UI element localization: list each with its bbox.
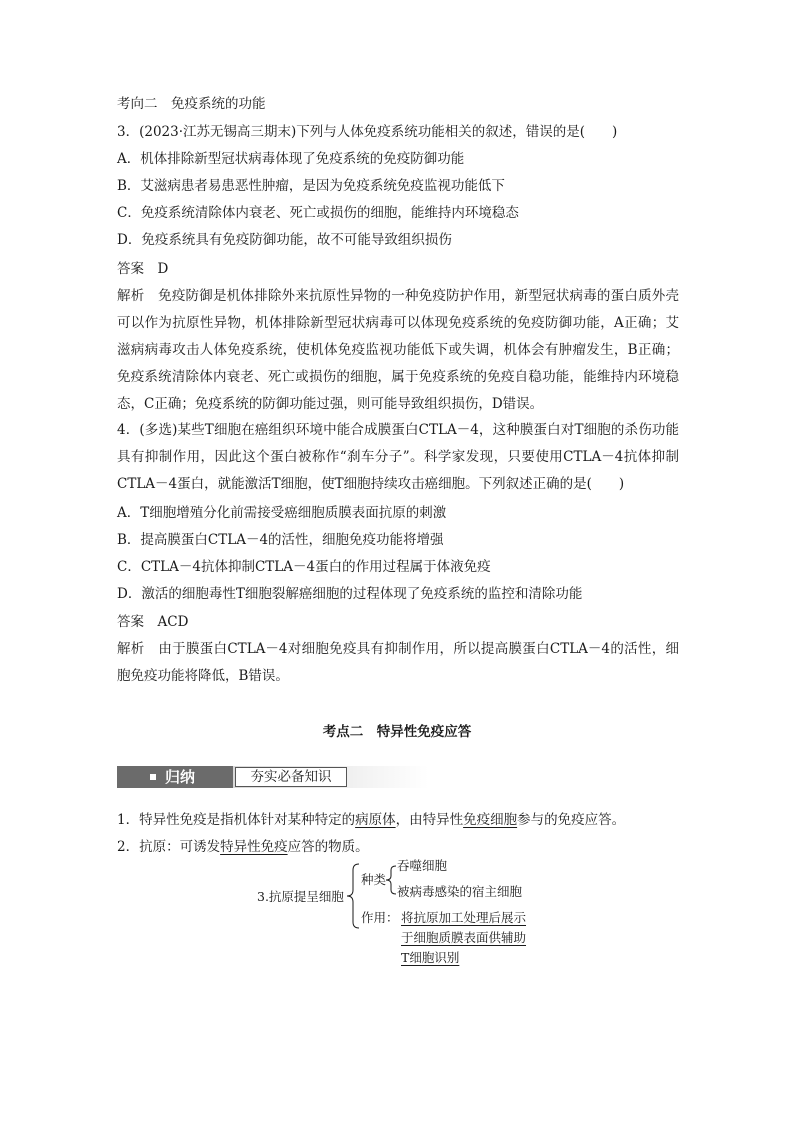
knowledge-1-mid: ，由特异性	[395, 812, 464, 828]
q4-analysis: 解析 由于膜蛋白CTLA－4对细胞免疫具有抑制作用，所以提高膜蛋白CTLA－4的活性，细胞免疫功能将降低，B错误。	[117, 641, 679, 684]
knowledge-1-prefix: 1．特异性免疫是指机体针对某种特定的	[117, 812, 356, 828]
q4-option-a: A．T细胞增殖分化前需接受癌细胞质膜表面抗原的刺激	[117, 505, 447, 521]
diagram-func-line-1: 将抗原加工处理后展示	[401, 910, 527, 925]
diagram-func-line-3: T细胞识别	[401, 950, 460, 965]
sub-heading: 考向二 免疫系统的功能	[117, 96, 266, 112]
apc-diagram	[0, 860, 794, 970]
diagram-type-label: 种类	[361, 872, 387, 887]
q4-stem: 4．(多选)某些T细胞在癌组织环境中能合成膜蛋白CTLA－4，这种膜蛋白对T细胞的杀伤功能具有抑制作用，因此这个蛋白被称作“刹车分子”。科学家发现，只要使用CTLA－4抗体抑制CTLA－4蛋白，就能激活T细胞，使T细胞持续攻击癌细胞。下列叙述正确的是( )	[117, 422, 679, 492]
knowledge-2	[117, 837, 369, 857]
knowledge-1-suffix: 参与的免疫应答。	[517, 812, 626, 828]
banner-subtitle-box	[235, 767, 347, 787]
blank-pathogen: 病原体	[355, 812, 396, 828]
q3-option-b: B．艾滋病患者易患恶性肿瘤，是因为免疫系统免疫监视功能低下	[117, 178, 505, 194]
blank-immune-cells: 免疫细胞	[463, 812, 518, 828]
square-bullet-icon	[150, 774, 156, 780]
diagram-func-line-2: 于细胞质膜表面供辅助	[401, 930, 527, 945]
section-title: 考点二 特异性免疫应答	[322, 724, 472, 740]
knowledge-2-suffix: 应答的物质。	[287, 839, 369, 855]
banner-tag-label: 归纳	[165, 768, 196, 786]
summary-banner	[117, 766, 429, 788]
banner-subtitle: 夯实必备知识	[250, 769, 332, 785]
blank-specific-immunity: 特异性免疫	[220, 839, 288, 855]
q3-option-d: D．免疫系统具有免疫防御功能，故不可能导致组织损伤	[117, 232, 452, 248]
q3-analysis: 解析 免疫防御是机体排除外来抗原性异物的一种免疫防护作用，新型冠状病毒的蛋白质外壳可以作为抗原性异物，机体排除新型冠状病毒可以体现免疫系统的免疫防御功能，A正确；艾滋病病毒攻击人体免疫系统，使机体免疫监视功能低下或失调，机体会有肿瘤发生，B正确；免疫系统清除体内衰老、死亡或损伤的细胞，属于免疫系统的免疫自稳功能，能维持内环境稳态，C正确；免疫系统的防御功能过强，则可能导致组织损伤，D错误。	[117, 288, 679, 412]
q4-answer: 答案 ACD	[117, 614, 189, 630]
banner-tag	[117, 766, 233, 788]
diagram-type-1: 吞噬细胞	[397, 858, 448, 873]
q3-stem: 3．(2023·江苏无锡高三期末)下列与人体免疫系统功能相关的叙述，错误的是( )	[117, 124, 618, 140]
q3-option-a: A．机体排除新型冠状病毒体现了免疫系统的免疫防御功能	[117, 151, 465, 167]
diagram-type-2: 被病毒感染的宿主细胞	[397, 884, 523, 899]
q3-answer: 答案 D	[117, 261, 169, 277]
q3-option-c: C．免疫系统清除体内衰老、死亡或损伤的细胞，能维持内环境稳态	[117, 205, 519, 221]
q4-option-d: D．激活的细胞毒性T细胞裂解癌细胞的过程体现了免疫系统的监控和清除功能	[117, 586, 583, 602]
q4-option-b: B．提高膜蛋白CTLA－4的活性，细胞免疫功能将增强	[117, 532, 444, 548]
diagram-root: 3.抗原提呈细胞	[257, 889, 344, 904]
knowledge-2-prefix: 2．抗原：可诱发	[117, 839, 221, 855]
diagram-func-label: 作用：	[361, 910, 399, 925]
knowledge-1	[117, 810, 625, 830]
q4-option-c: C．CTLA－4抗体抑制CTLA－4蛋白的作用过程属于体液免疫	[117, 559, 491, 575]
